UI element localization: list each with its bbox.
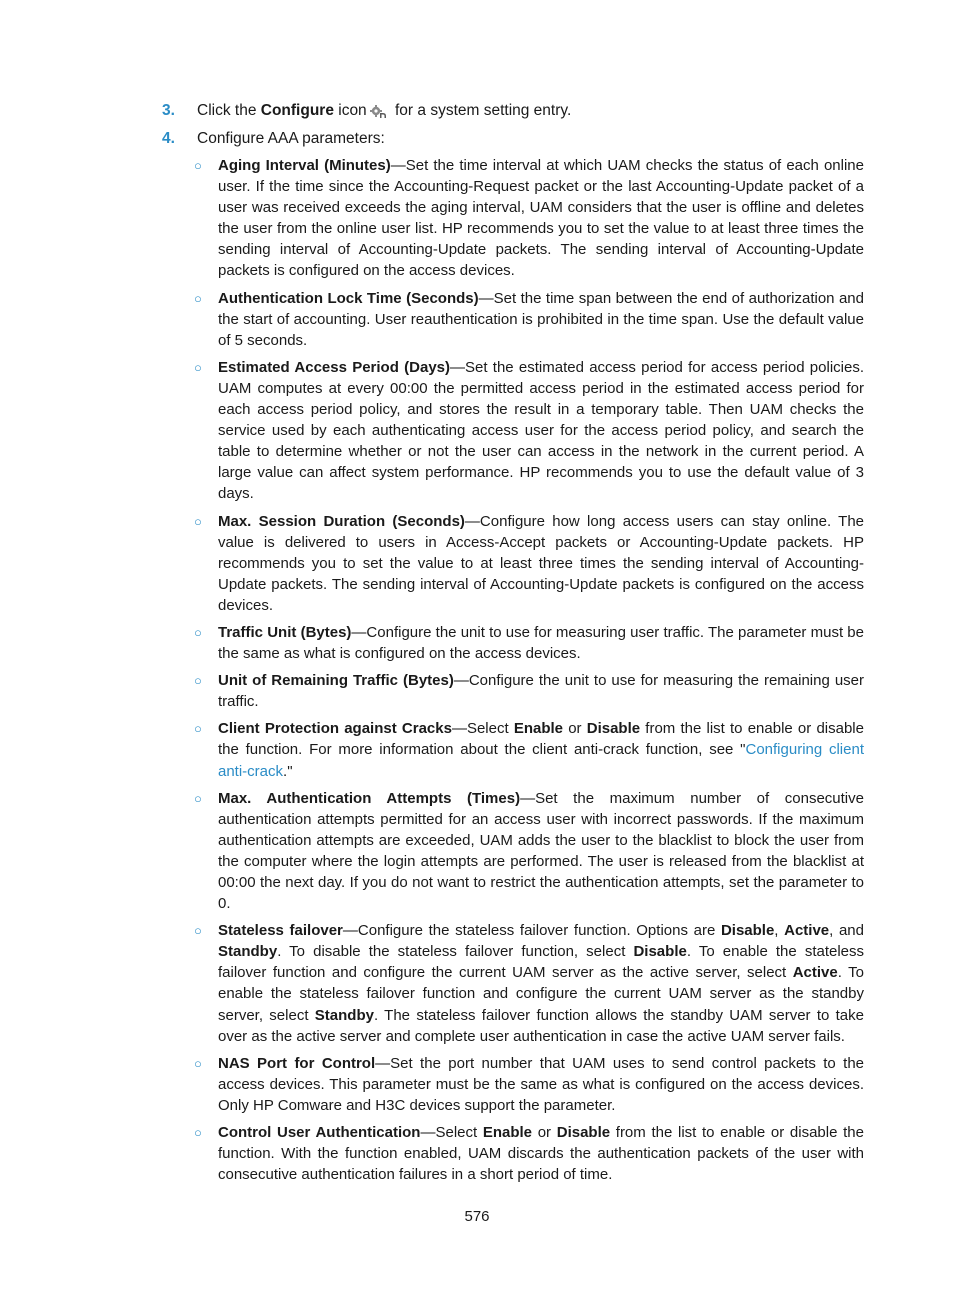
list-item-traffic-unit — [192, 622, 864, 664]
bullet-circle-icon: ○ — [194, 158, 202, 173]
term: Client Protection against Cracks — [218, 720, 452, 738]
page-number: 576 — [464, 1208, 490, 1225]
list-item-control-user-authentication: ○ Control User Authentication—Select Enable or Disable from the list to enable or disable the function. With the function enabled, UAM discards the authentication packets of the user with consecutive authentication failures in a short period of time. — [194, 1124, 864, 1184]
configuring-client-anti-crack-link[interactable]: Configuring client anti-crack — [218, 741, 864, 780]
bullet-circle-icon: ○ — [194, 1125, 202, 1141]
description: —Configure how long access users can stay online. The value is delivered to users in Access-Accept packets or Accounting-Update packets. HP recommends you to set the value to at least three times the sending interval of Accounting-Update packets. The sending interval of Accounting-Update packets is configured on the access devices. — [218, 512, 865, 614]
term: Control User Authentication — [218, 1124, 421, 1142]
list-item-client-protection: ○ Client Protection against Cracks—Select Enable or Disable from the list to enable or disable the function. For more information about the client anti-crack function, see "Configuring client anti-crack." — [194, 720, 864, 780]
list-item-max-authentication-attempts — [192, 788, 864, 915]
bullet-circle-icon: ○ — [194, 290, 202, 306]
description: —Configure the unit to use for measuring user traffic. The parameter must be the same as what is configured on the access devices. — [218, 623, 864, 663]
step-text: Configure AAA parameters: — [197, 130, 385, 147]
list-item-stateless-failover: ○ Stateless failover—Configure the stateless failover function. Options are Disable, Active, and Standby. To disable the stateless failover function, select Disable. To enable the stateless failover function and configure the current UAM server as the active server, select Active. To enable the stateless failover function and configure the current UAM server as the standby server, select Standby. The stateless failover function allows the standby UAM server to take over as the active server and complete user authentication in case the active UAM server fails. — [194, 922, 865, 1045]
bullet-circle-icon: ○ — [194, 673, 202, 689]
list-item-authentication-lock-time — [192, 288, 864, 351]
term: Estimated Access Period (Days) — [218, 358, 451, 376]
step-number: 3. — [162, 102, 175, 119]
bullet-circle-icon: ○ — [194, 923, 202, 939]
aaa-parameter-list — [192, 155, 864, 1191]
bullet-circle-icon: ○ — [194, 624, 202, 640]
term: NAS Port for Control — [218, 1054, 376, 1072]
list-item-aging-interval — [192, 155, 864, 282]
term: Unit of Remaining Traffic (Bytes) — [218, 672, 454, 690]
description: —Set the port number that UAM uses to send control packets to the access devices. This parameter must be the same as what is configured on the access devices. Only HP Comware and H3C devices support the parameter. — [218, 1054, 865, 1114]
bullet-circle-icon: ○ — [194, 513, 202, 529]
list-item-nas-port-for-control — [192, 1053, 864, 1116]
bullet-circle-icon: ○ — [194, 790, 202, 806]
term: Aging Interval (Minutes) — [218, 157, 391, 174]
term: Max. Session Duration (Seconds) — [218, 512, 465, 530]
term: Traffic Unit (Bytes) — [218, 623, 352, 641]
bullet-circle-icon: ○ — [194, 359, 202, 375]
list-item-estimated-access-period — [192, 357, 864, 505]
term: Stateless failover — [218, 922, 343, 940]
description: —Set the time interval at which UAM checks the status of each online user. If the time since the Accounting-Request packet or the last Accounting-Update packet of a user was received exceeds the aging interval, UAM considers that the user is offline and deletes the user from the online user list. HP recommends you to set the value to at least three times the sending interval of Accounting-Update packets. The sending interval of Accounting-Update packets is configured on the access devices. — [218, 157, 864, 280]
bullet-circle-icon: ○ — [194, 721, 202, 737]
description: —Set the time span between the end of authorization and the start of accounting. User reauthentication is prohibited in the time span. Use the default value of 5 seconds. — [218, 289, 864, 349]
description: —Configure the unit to use for measuring the remaining user traffic. — [218, 672, 865, 711]
term: Authentication Lock Time (Seconds) — [218, 289, 479, 307]
term: Max. Authentication Attempts (Times) — [218, 789, 521, 807]
configure-gear-icon — [370, 104, 388, 118]
description: —Set the estimated access period for access period policies. UAM computes at every 00:00 the permitted access period in the estimated access period for each access period policy, and stores the result in a temporary table. Then UAM checks the service used by each authenticating access user for the access period policy, and search the table to determine whether or not the user can access in the network in the current period. A large value can affect system performance. HP recommends you to use the default value of 3 days. — [218, 358, 864, 503]
step-number: 4. — [162, 130, 175, 147]
description: —Set the maximum number of consecutive authentication attempts permitted for an access user with incorrect passwords. If the maximum authentication attempts are exceeded, UAM adds the user to the blacklist to block the user from the computer where the login attempts are performed. The user is released from the blacklist at 00:00 the next day. If you do not want to restrict the authentication attempts, set the parameter to 0. — [218, 789, 864, 913]
bullet-circle-icon: ○ — [194, 1055, 202, 1071]
list-item-max-session-duration — [192, 511, 864, 616]
step-text: Click the Configure icon for a system setting entry. — [197, 102, 572, 119]
list-item-unit-of-remaining-traffic — [192, 670, 864, 712]
